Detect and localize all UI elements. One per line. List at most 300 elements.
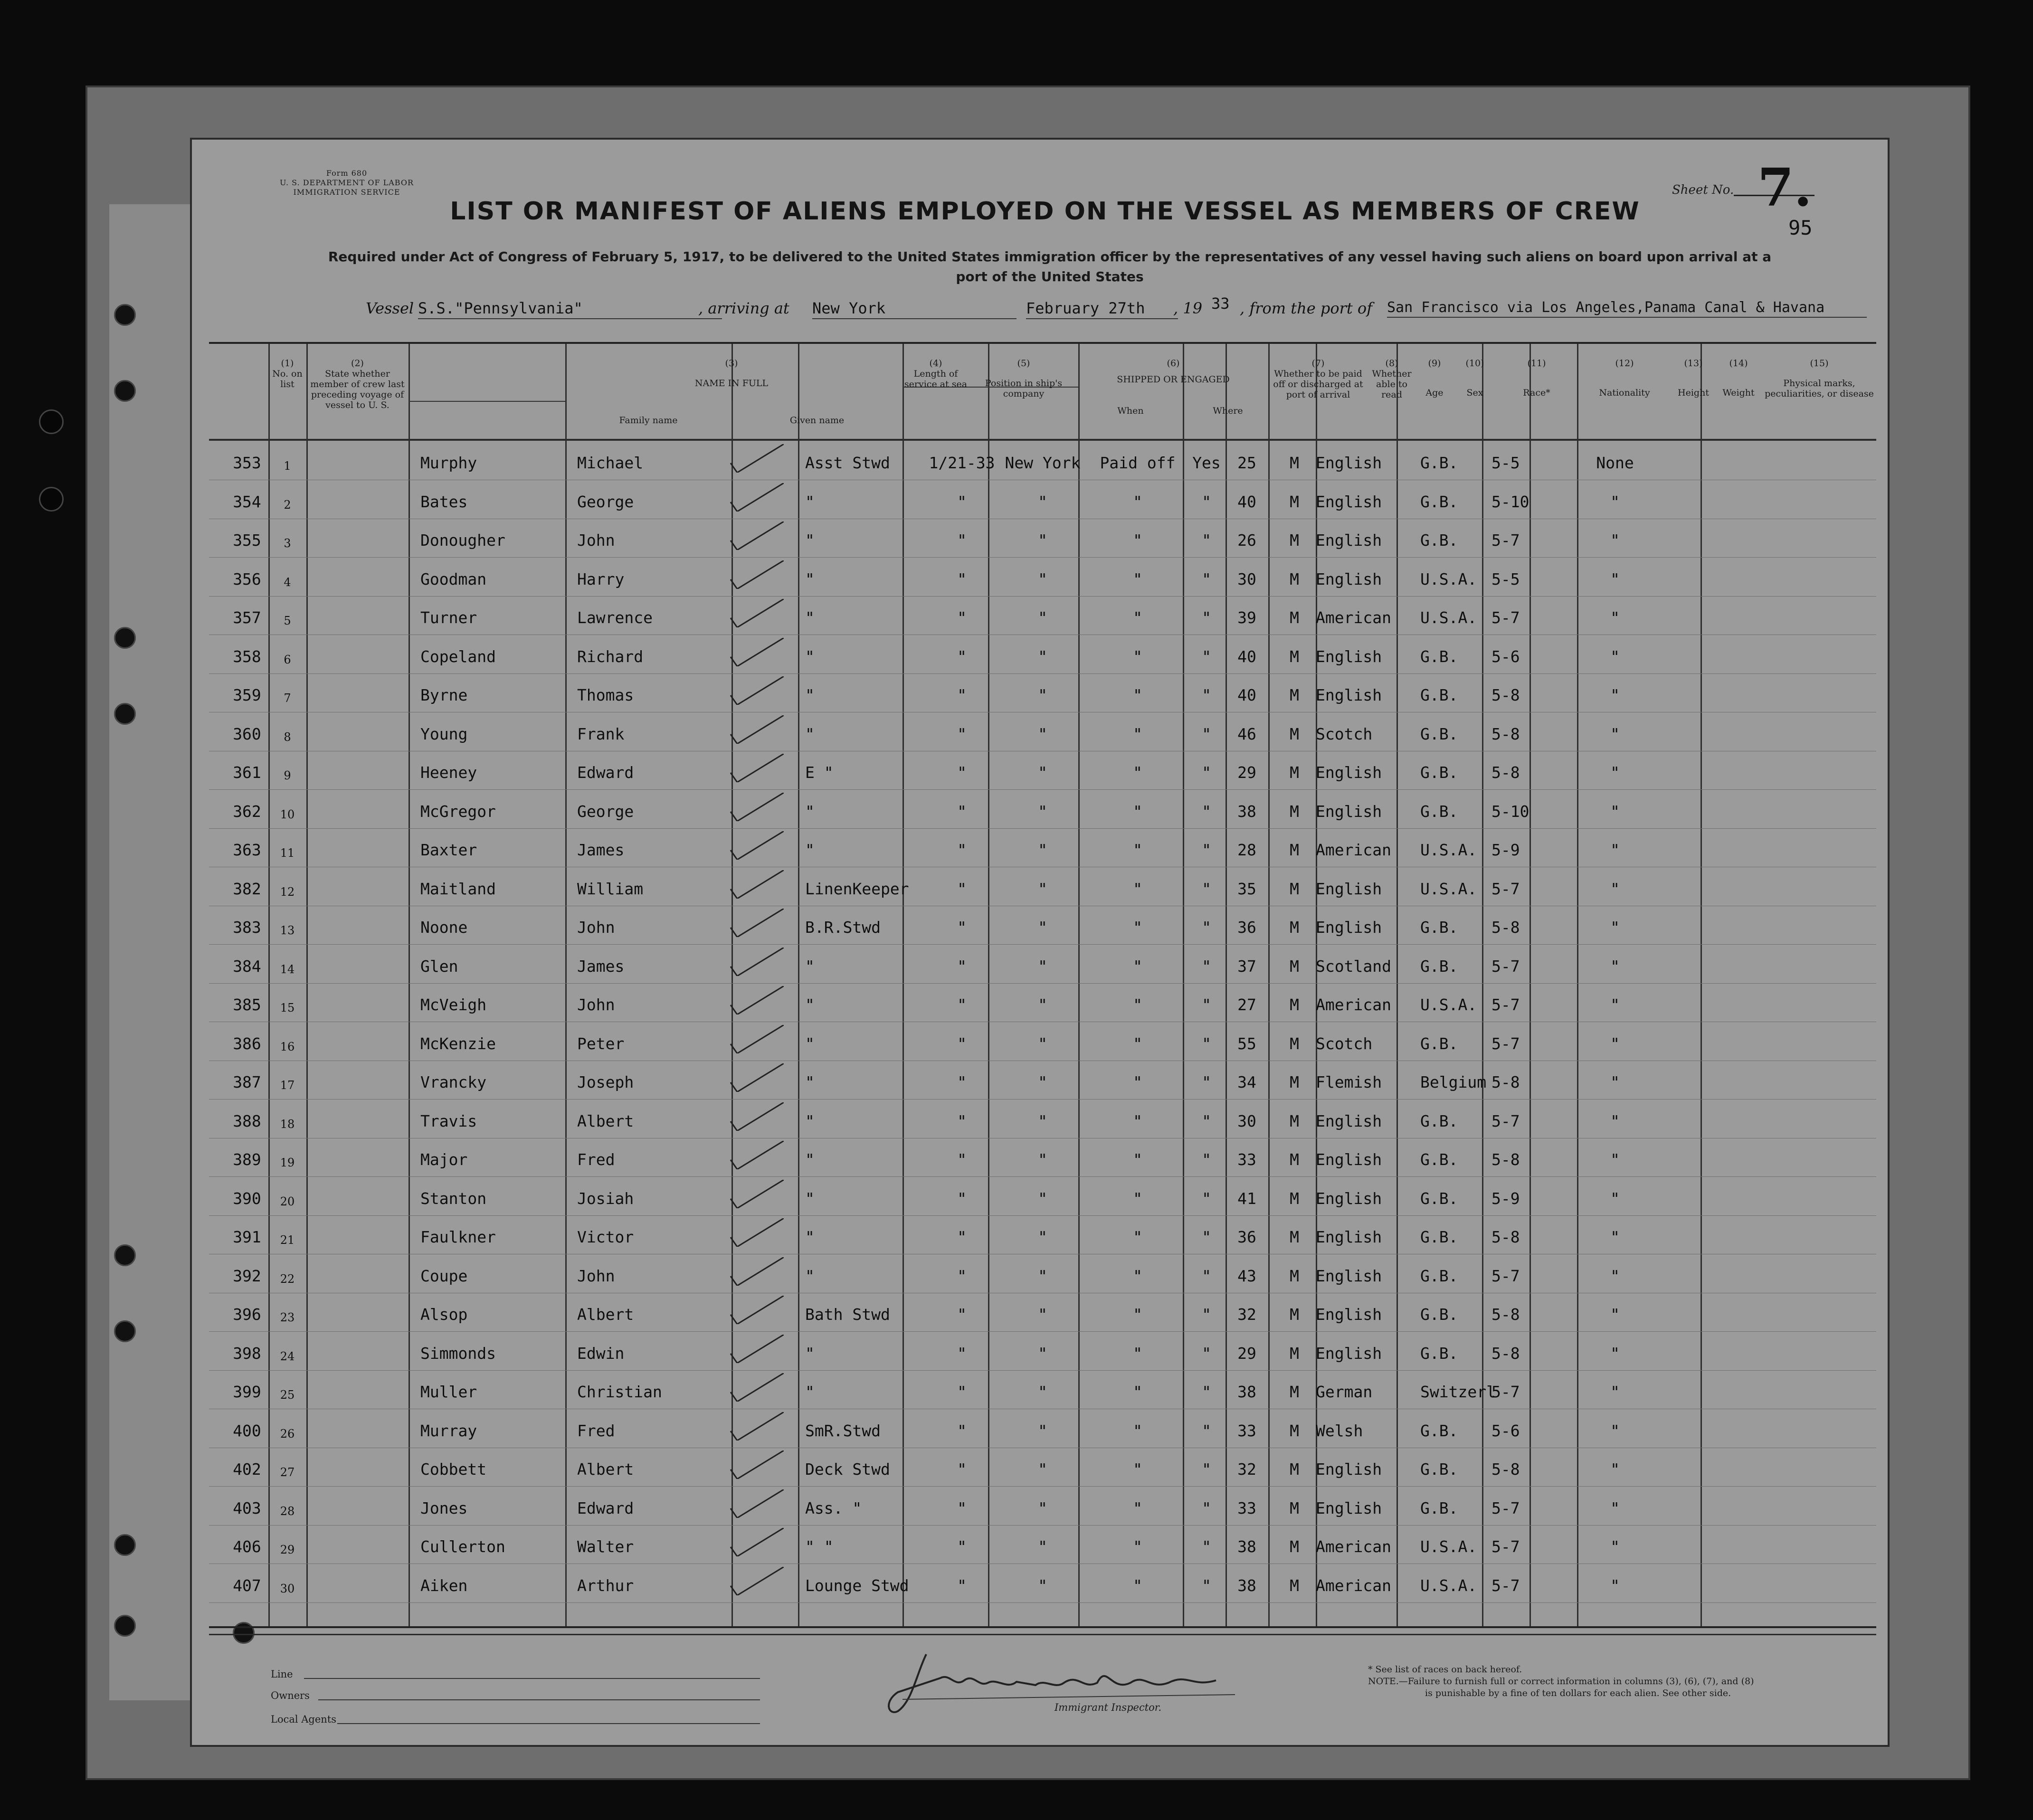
cell-family: Travis bbox=[420, 1111, 477, 1130]
col-2-header bbox=[309, 358, 406, 410]
cell-paid: " bbox=[1133, 1305, 1142, 1324]
cell-age: 28 bbox=[1237, 841, 1256, 859]
checkmark-icon bbox=[727, 599, 784, 627]
year-suffix: 33 bbox=[1211, 294, 1230, 313]
checkmark-icon bbox=[727, 1450, 784, 1479]
cell-sex: M bbox=[1290, 995, 1299, 1014]
cell-paid: " bbox=[1133, 802, 1142, 821]
cell-position: " bbox=[805, 1111, 815, 1130]
cell-where: " bbox=[1038, 957, 1047, 976]
cell-where: " bbox=[1038, 1344, 1047, 1363]
cell-marks: " bbox=[1610, 492, 1620, 511]
cell-position: " bbox=[805, 1034, 815, 1053]
cell-when: " bbox=[957, 569, 967, 588]
cell-height: 5-6 bbox=[1492, 1421, 1520, 1440]
cell-read: " bbox=[1202, 647, 1211, 666]
cell-no: 16 bbox=[280, 1040, 295, 1053]
cell-position: " bbox=[805, 1073, 815, 1091]
col-number: (15) bbox=[1810, 358, 1829, 369]
col-label: Whether able to read bbox=[1372, 369, 1412, 400]
col-label: Sex bbox=[1466, 388, 1483, 398]
cell-paid: " bbox=[1133, 647, 1142, 666]
cell-height: 5-9 bbox=[1492, 841, 1520, 859]
cell-position: " bbox=[805, 1150, 815, 1169]
cell-age: 34 bbox=[1237, 1073, 1256, 1091]
cell-marks: " bbox=[1610, 1498, 1620, 1517]
cell-position: Bath Stwd bbox=[805, 1305, 890, 1324]
cell-sex: M bbox=[1290, 492, 1299, 511]
col-number: (2) bbox=[351, 358, 364, 369]
checkmark-icon bbox=[727, 638, 784, 666]
col-label: Whether to be paid off or discharged at port of arrival bbox=[1273, 369, 1363, 400]
cell-given: Walter bbox=[577, 1537, 634, 1556]
cell-paid: " bbox=[1133, 1073, 1142, 1091]
cell-nat: G.B. bbox=[1420, 1034, 1458, 1053]
cell-age: 35 bbox=[1237, 879, 1256, 898]
cell-no: 30 bbox=[280, 1582, 295, 1595]
cell-position: " bbox=[805, 1228, 815, 1246]
row-rule bbox=[209, 1215, 1876, 1216]
cell-given: Josiah bbox=[577, 1189, 634, 1208]
subtitle bbox=[266, 247, 1834, 287]
cell-nat: G.B. bbox=[1420, 492, 1458, 511]
cell-read: " bbox=[1202, 995, 1211, 1014]
checkmark-icon bbox=[727, 1102, 784, 1131]
checkmark-icon bbox=[727, 986, 784, 1014]
cell-read: " bbox=[1202, 1460, 1211, 1479]
cell-nat: G.B. bbox=[1420, 957, 1458, 976]
cell-height: 5-8 bbox=[1492, 1344, 1520, 1363]
cell-paid: " bbox=[1133, 1344, 1142, 1363]
cell-race: English bbox=[1316, 531, 1382, 550]
cell-no: 12 bbox=[280, 885, 295, 899]
cell-position: " bbox=[805, 841, 815, 859]
cell-marks: " bbox=[1610, 686, 1620, 704]
cell-paid: " bbox=[1133, 569, 1142, 588]
cell-marks: " bbox=[1610, 918, 1620, 937]
binder-hole bbox=[114, 627, 136, 649]
cell-marks: " bbox=[1610, 1576, 1620, 1595]
cell-race: American bbox=[1316, 608, 1391, 627]
form-identifier bbox=[276, 169, 418, 197]
cell-race: Scotch bbox=[1316, 724, 1373, 743]
cell-nat: G.B. bbox=[1420, 1111, 1458, 1130]
cell-marks: " bbox=[1610, 995, 1620, 1014]
cell-height: 5-8 bbox=[1492, 1073, 1520, 1091]
checkmark-icon bbox=[727, 1025, 784, 1053]
cell-crew: 390 bbox=[233, 1189, 261, 1208]
cell-read: " bbox=[1202, 1344, 1211, 1363]
cell-when: " bbox=[957, 1111, 967, 1130]
cell-race: English bbox=[1316, 763, 1382, 782]
col-label: Nationality bbox=[1599, 388, 1650, 398]
cell-paid: " bbox=[1133, 1383, 1142, 1401]
col-number: (4) bbox=[929, 358, 942, 369]
cell-when: " bbox=[957, 1383, 967, 1401]
cell-read: " bbox=[1202, 1228, 1211, 1246]
cell-nat: G.B. bbox=[1420, 647, 1458, 666]
cell-family: Aiken bbox=[420, 1576, 468, 1595]
checkmark-icon bbox=[727, 1296, 784, 1324]
cell-age: 38 bbox=[1237, 1383, 1256, 1401]
cell-marks: " bbox=[1610, 1421, 1620, 1440]
col-label: Physical marks, peculiarities, or disease bbox=[1765, 378, 1874, 399]
cell-race: English bbox=[1316, 1344, 1382, 1363]
cell-position: " bbox=[805, 569, 815, 588]
cell-family: Byrne bbox=[420, 686, 468, 704]
cell-position: SmR.Stwd bbox=[805, 1421, 881, 1440]
cell-height: 5-9 bbox=[1492, 1189, 1520, 1208]
department-name: U. S. DEPARTMENT OF LABOR bbox=[279, 178, 414, 187]
column-divider bbox=[798, 344, 799, 1626]
row-rule bbox=[209, 596, 1876, 597]
cell-nat: U.S.A. bbox=[1420, 841, 1477, 859]
cell-no: 8 bbox=[284, 730, 291, 744]
cell-when: " bbox=[957, 1537, 967, 1556]
row-rule bbox=[209, 1099, 1876, 1100]
cell-family: Goodman bbox=[420, 569, 487, 588]
cell-nat: U.S.A. bbox=[1420, 1576, 1477, 1595]
cell-marks: " bbox=[1610, 1228, 1620, 1246]
checkmark-icon bbox=[727, 870, 784, 899]
cell-paid: " bbox=[1133, 724, 1142, 743]
family-name-header: Family name bbox=[619, 415, 678, 426]
cell-family: Maitland bbox=[420, 879, 496, 898]
cell-age: 41 bbox=[1237, 1189, 1256, 1208]
sheet-number: 7. bbox=[1758, 157, 1812, 218]
cell-family: Bates bbox=[420, 492, 468, 511]
cell-height: 5-7 bbox=[1492, 1576, 1520, 1595]
cell-nat: U.S.A. bbox=[1420, 569, 1477, 588]
cell-given: Edward bbox=[577, 1498, 634, 1517]
manifest-footer bbox=[209, 1634, 1876, 1735]
cell-paid: " bbox=[1133, 608, 1142, 627]
vessel-name: S.S."Pennsylvania" bbox=[418, 299, 722, 319]
arriving-label: , arriving at bbox=[698, 299, 789, 317]
given-name-header: Given name bbox=[789, 415, 845, 426]
cell-where: " bbox=[1038, 1228, 1047, 1246]
cell-no: 29 bbox=[280, 1543, 295, 1556]
cell-given: Edward bbox=[577, 763, 634, 782]
cell-height: 5-7 bbox=[1492, 1537, 1520, 1556]
cell-age: 33 bbox=[1237, 1498, 1256, 1517]
binder-hole bbox=[114, 1615, 136, 1637]
cell-marks: " bbox=[1610, 1189, 1620, 1208]
cell-crew: 383 bbox=[233, 918, 261, 937]
cell-sex: M bbox=[1290, 724, 1299, 743]
cell-age: 32 bbox=[1237, 1460, 1256, 1479]
cell-no: 22 bbox=[280, 1272, 295, 1286]
cell-age: 40 bbox=[1237, 492, 1256, 511]
cell-family: Muller bbox=[420, 1383, 477, 1401]
cell-given: John bbox=[577, 995, 615, 1014]
cell-race: English bbox=[1316, 1498, 1382, 1517]
cell-when: " bbox=[957, 531, 967, 550]
cell-position: B.R.Stwd bbox=[805, 918, 881, 937]
cell-paid: " bbox=[1133, 957, 1142, 976]
cell-when: " bbox=[957, 1305, 967, 1324]
sheet-label: Sheet No. bbox=[1672, 183, 1734, 197]
cell-height: 5-7 bbox=[1492, 957, 1520, 976]
cell-given: Fred bbox=[577, 1150, 615, 1169]
cell-no: 18 bbox=[280, 1117, 295, 1131]
cell-sex: M bbox=[1290, 1228, 1299, 1246]
row-rule bbox=[209, 1370, 1876, 1371]
cell-nat: G.B. bbox=[1420, 1344, 1458, 1363]
cell-family: Donougher bbox=[420, 531, 505, 550]
col-9-header bbox=[1416, 358, 1454, 398]
cell-given: Richard bbox=[577, 647, 644, 666]
col-number: (6) bbox=[1167, 358, 1180, 369]
cell-paid: " bbox=[1133, 1576, 1142, 1595]
cell-paid: " bbox=[1133, 1266, 1142, 1285]
cell-crew: 389 bbox=[233, 1150, 261, 1169]
cell-height: 5-7 bbox=[1492, 531, 1520, 550]
cell-race: Welsh bbox=[1316, 1421, 1363, 1440]
col-label: Length of service at sea bbox=[904, 369, 968, 389]
cell-read: " bbox=[1202, 1150, 1211, 1169]
vessel-line bbox=[366, 294, 1876, 328]
cell-sex: M bbox=[1290, 802, 1299, 821]
cell-height: 5-7 bbox=[1492, 1266, 1520, 1285]
cell-sex: M bbox=[1290, 1460, 1299, 1479]
cell-sex: M bbox=[1290, 1537, 1299, 1556]
cell-race: Scotch bbox=[1316, 1034, 1373, 1053]
cell-family: Young bbox=[420, 724, 468, 743]
checkmark-icon bbox=[727, 1257, 784, 1286]
cell-nat: U.S.A. bbox=[1420, 995, 1477, 1014]
cell-family: Simmonds bbox=[420, 1344, 496, 1363]
cell-read: " bbox=[1202, 918, 1211, 937]
cell-when: " bbox=[957, 724, 967, 743]
col-6-header bbox=[1078, 358, 1268, 385]
form-number: Form 680 bbox=[326, 169, 368, 178]
cell-family: Turner bbox=[420, 608, 477, 627]
cell-paid: " bbox=[1133, 1034, 1142, 1053]
cell-age: 38 bbox=[1237, 802, 1256, 821]
cell-nat: G.B. bbox=[1420, 1189, 1458, 1208]
cell-family: Cullerton bbox=[420, 1537, 505, 1556]
cell-crew: 362 bbox=[233, 802, 261, 821]
col-number: (11) bbox=[1527, 358, 1546, 369]
cell-no: 25 bbox=[280, 1388, 295, 1402]
cell-when: " bbox=[957, 1460, 967, 1479]
cell-nat: G.B. bbox=[1420, 724, 1458, 743]
cell-given: Thomas bbox=[577, 686, 634, 704]
cell-height: 5-8 bbox=[1492, 1228, 1520, 1246]
cell-when: " bbox=[957, 1150, 967, 1169]
cell-no: 27 bbox=[280, 1466, 295, 1479]
cell-marks: " bbox=[1610, 1460, 1620, 1479]
cell-nat: U.S.A. bbox=[1420, 879, 1477, 898]
cell-where: " bbox=[1038, 802, 1047, 821]
cell-when: " bbox=[957, 1073, 967, 1091]
cell-when: " bbox=[957, 918, 967, 937]
cell-sex: M bbox=[1290, 1421, 1299, 1440]
col-label: SHIPPED OR ENGAGED bbox=[1117, 374, 1230, 385]
cell-when: " bbox=[957, 957, 967, 976]
cell-age: 46 bbox=[1237, 724, 1256, 743]
cell-race: Flemish bbox=[1316, 1073, 1382, 1091]
arriving-port: New York bbox=[812, 299, 1016, 319]
cell-race: American bbox=[1316, 841, 1391, 859]
cell-given: Albert bbox=[577, 1111, 634, 1130]
cell-paid: " bbox=[1133, 1537, 1142, 1556]
cell-crew: 354 bbox=[233, 492, 261, 511]
cell-when: " bbox=[957, 879, 967, 898]
cell-family: Cobbett bbox=[420, 1460, 487, 1479]
cell-read: " bbox=[1202, 841, 1211, 859]
cell-height: 5-7 bbox=[1492, 995, 1520, 1014]
column-divider bbox=[1700, 344, 1702, 1626]
cell-crew: 399 bbox=[233, 1383, 261, 1401]
col-label: Height bbox=[1678, 388, 1709, 398]
cell-position: " bbox=[805, 647, 815, 666]
cell-paid: " bbox=[1133, 492, 1142, 511]
cell-sex: M bbox=[1290, 1150, 1299, 1169]
cell-marks: " bbox=[1610, 1537, 1620, 1556]
cell-paid: " bbox=[1133, 879, 1142, 898]
row-rule bbox=[209, 983, 1876, 984]
cell-when: " bbox=[957, 763, 967, 782]
cell-read: " bbox=[1202, 802, 1211, 821]
cell-where: " bbox=[1038, 1034, 1047, 1053]
cell-age: 55 bbox=[1237, 1034, 1256, 1053]
cell-read: " bbox=[1202, 763, 1211, 782]
cell-paid: " bbox=[1133, 841, 1142, 859]
checkmark-icon bbox=[727, 521, 784, 550]
local-agents-field bbox=[337, 1723, 760, 1724]
cell-paid: " bbox=[1133, 918, 1142, 937]
cell-age: 39 bbox=[1237, 608, 1256, 627]
cell-where: " bbox=[1038, 1150, 1047, 1169]
cell-position: " bbox=[805, 995, 815, 1014]
cell-sex: M bbox=[1290, 1344, 1299, 1363]
line-label: Line bbox=[271, 1668, 293, 1680]
cell-sex: M bbox=[1290, 454, 1299, 472]
cell-family: Alsop bbox=[420, 1305, 468, 1324]
col-8-header bbox=[1368, 358, 1416, 400]
cell-crew: 382 bbox=[233, 879, 261, 898]
col-7-header bbox=[1268, 358, 1368, 400]
cell-marks: " bbox=[1610, 802, 1620, 821]
row-rule bbox=[209, 1486, 1876, 1487]
cell-nat: Belgium bbox=[1420, 1073, 1487, 1091]
row-rule bbox=[209, 828, 1876, 829]
cell-age: 32 bbox=[1237, 1305, 1256, 1324]
line-field bbox=[304, 1678, 760, 1679]
col-12-header bbox=[1577, 358, 1672, 398]
checkmark-icon bbox=[727, 1218, 784, 1247]
cell-when: " bbox=[957, 1421, 967, 1440]
cell-read: " bbox=[1202, 608, 1211, 627]
cell-race: English bbox=[1316, 1150, 1382, 1169]
cell-age: 29 bbox=[1237, 763, 1256, 782]
cell-marks: " bbox=[1610, 841, 1620, 859]
cell-crew: 396 bbox=[233, 1305, 261, 1324]
cell-race: English bbox=[1316, 1266, 1382, 1285]
cell-no: 15 bbox=[280, 1001, 295, 1014]
cell-given: Albert bbox=[577, 1305, 634, 1324]
cell-where: " bbox=[1038, 995, 1047, 1014]
checkmark-icon bbox=[727, 1063, 784, 1092]
cell-no: 5 bbox=[284, 614, 291, 627]
row-rule bbox=[209, 1602, 1876, 1603]
col-label: Race* bbox=[1523, 388, 1550, 398]
checkmark-icon bbox=[727, 909, 784, 937]
cell-race: English bbox=[1316, 492, 1382, 511]
cell-nat: G.B. bbox=[1420, 1421, 1458, 1440]
cell-age: 36 bbox=[1237, 1228, 1256, 1246]
cell-paid: " bbox=[1133, 1228, 1142, 1246]
cell-given: Christian bbox=[577, 1383, 662, 1401]
cell-family: McGregor bbox=[420, 802, 496, 821]
cell-family: McVeigh bbox=[420, 995, 487, 1014]
cell-crew: 356 bbox=[233, 569, 261, 588]
cell-paid: " bbox=[1133, 1460, 1142, 1479]
cell-nat: G.B. bbox=[1420, 1498, 1458, 1517]
cell-nat: G.B. bbox=[1420, 454, 1458, 472]
cell-where: " bbox=[1038, 918, 1047, 937]
cell-height: 5-8 bbox=[1492, 918, 1520, 937]
cell-where: " bbox=[1038, 1576, 1047, 1595]
cell-race: American bbox=[1316, 1576, 1391, 1595]
checkmark-icon bbox=[727, 754, 784, 782]
cell-height: 5-7 bbox=[1492, 1498, 1520, 1517]
cell-family: Baxter bbox=[420, 841, 477, 859]
row-rule bbox=[209, 789, 1876, 790]
col-label: Age bbox=[1425, 388, 1444, 398]
cell-read: " bbox=[1202, 531, 1211, 550]
row-rule bbox=[209, 1525, 1876, 1526]
cell-no: 9 bbox=[284, 769, 291, 782]
cell-age: 40 bbox=[1237, 686, 1256, 704]
cell-age: 30 bbox=[1237, 569, 1256, 588]
cell-crew: 402 bbox=[233, 1460, 261, 1479]
cell-race: English bbox=[1316, 647, 1382, 666]
cell-where: " bbox=[1038, 1189, 1047, 1208]
binder-hole bbox=[114, 1320, 136, 1342]
cell-height: 5-7 bbox=[1492, 1111, 1520, 1130]
cell-paid: " bbox=[1133, 1498, 1142, 1517]
col-number: (12) bbox=[1615, 358, 1634, 369]
checkmark-icon bbox=[727, 444, 784, 473]
cell-crew: 385 bbox=[233, 995, 261, 1014]
cell-crew: 388 bbox=[233, 1111, 261, 1130]
cell-position: Deck Stwd bbox=[805, 1460, 890, 1479]
binder-hole bbox=[114, 1244, 136, 1266]
cell-race: English bbox=[1316, 879, 1382, 898]
cell-when: " bbox=[957, 647, 967, 666]
cell-nat: G.B. bbox=[1420, 531, 1458, 550]
cell-race: English bbox=[1316, 1189, 1382, 1208]
col-number: (3) bbox=[725, 358, 738, 369]
cell-given: Lawrence bbox=[577, 608, 653, 627]
cell-family: Faulkner bbox=[420, 1228, 496, 1246]
cell-no: 23 bbox=[280, 1311, 295, 1324]
col-15-header bbox=[1762, 358, 1876, 399]
col-5-header bbox=[969, 358, 1078, 399]
header-divider bbox=[209, 439, 1876, 441]
cell-crew: 355 bbox=[233, 531, 261, 550]
cell-when: " bbox=[957, 995, 967, 1014]
service-name: IMMIGRATION SERVICE bbox=[293, 188, 400, 197]
cell-position: " bbox=[805, 531, 815, 550]
cell-family: Noone bbox=[420, 918, 468, 937]
cell-height: 5-5 bbox=[1492, 569, 1520, 588]
cell-read: " bbox=[1202, 957, 1211, 976]
cell-crew: 360 bbox=[233, 724, 261, 743]
